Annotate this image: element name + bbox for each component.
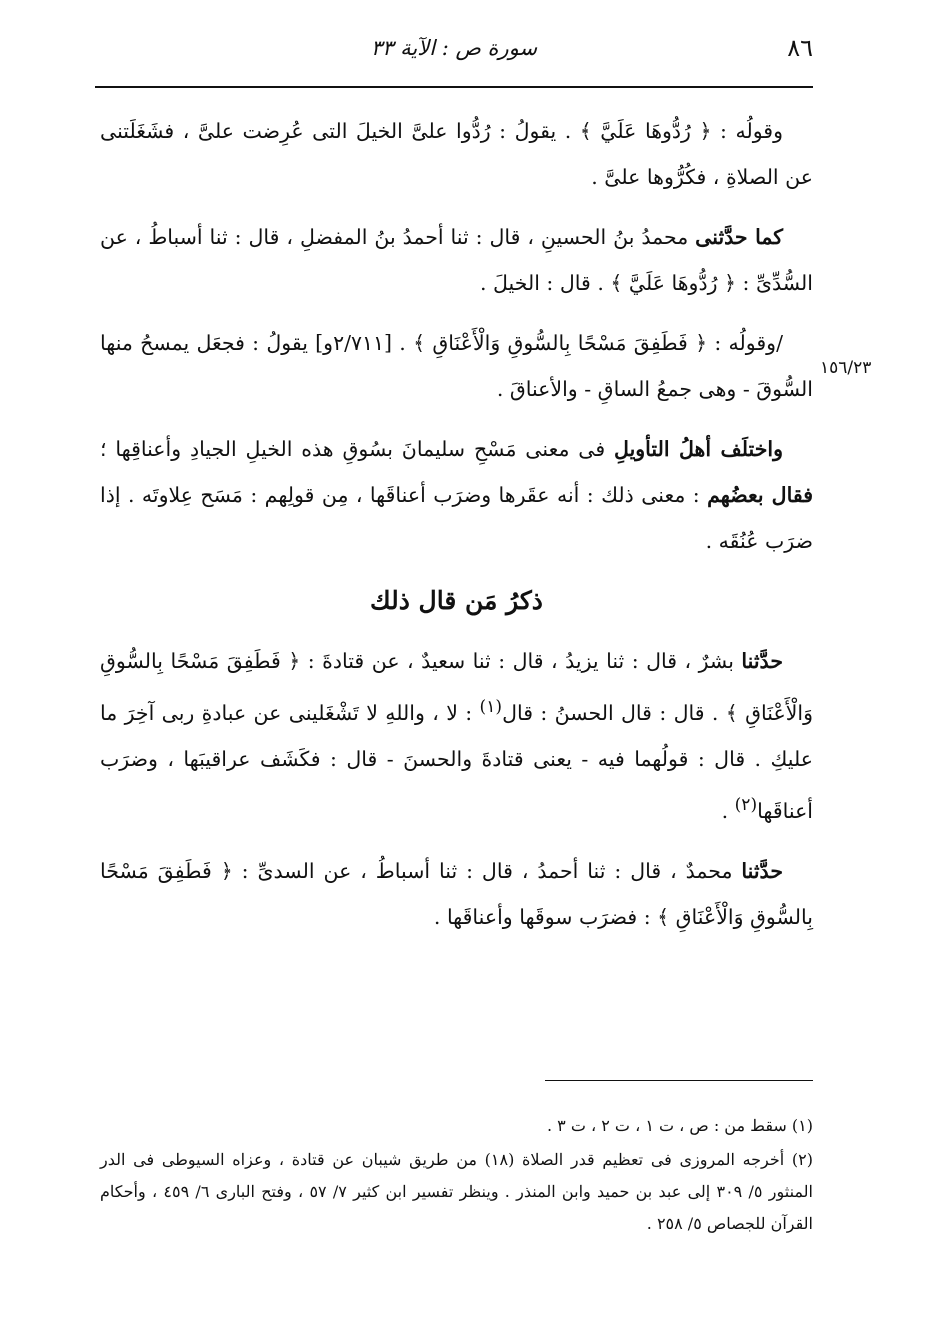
section-heading: ذكرُ مَن قال ذلك: [370, 586, 543, 615]
paragraph-text: : معنى ذلك : أنه عقَرها وضرَب أعناقَها ، مِن قولِهم : مَسَح عِلاوتَه . إذا ضرَب عُنُقَه .: [100, 483, 813, 553]
footnote-marker: (١): [479, 697, 503, 717]
paragraph-2: [100, 214, 813, 306]
footnote-marker: (٢): [734, 794, 758, 815]
margin-reference: ١٥٦/٢٣: [820, 358, 872, 378]
paragraph-text: فى معنى مَسْحِ سليمانَ بسُوقِ هذه الخيلِ الجيادِ وأعناقِها ؛: [100, 437, 615, 461]
isnad-lead: حدَّثنا: [741, 858, 783, 883]
bold-lead: فقال بعضُهم: [707, 483, 813, 507]
paragraph-text: بشرٌ ، قال : ثنا يزيدُ ، قال : ثنا سعيدٌ ، عن قتادةَ : ﴿ فَطَفِقَ مَسْحًا بِالسُّوقِ وَالْأَعْنَاقِ ﴾ . قال : قال الحسنُ : قال: [100, 649, 813, 725]
paragraph-text: محمدُ بنُ الحسينِ ، قال : ثنا أحمدُ بنُ المفضلِ ، قال : ثنا أسباطُ ، عن السُّدِّىِّ : ﴿ رُدُّوهَا عَلَيَّ ﴾ . قال : الخيلَ .: [100, 225, 813, 295]
paragraph-6: [100, 848, 813, 940]
paragraph-text: محمدٌ ، قال : ثنا أحمدُ ، قال : ثنا أسباطُ ، عن السدىِّ : ﴿ فَطَفِقَ مَسْحًا بِالسُّوقِ وَالْأَعْنَاقِ ﴾ : فضرَب سوقَها وأعناقَها .: [100, 858, 813, 929]
paragraph-3: [100, 320, 813, 412]
page-number: ٨٦: [787, 34, 813, 62]
paragraph-5: [100, 638, 813, 834]
paragraph-text: .: [721, 798, 735, 823]
paragraph-text: /وقولُه : ﴿ فَطَفِقَ مَسْحًا بِالسُّوقِ وَالْأَعْنَاقِ ﴾ . [٢/٧١١و] يقولُ : فجعَل يمسحُ منها السُّوقَ - وهى جمعُ الساقِ - والأعناقَ .: [100, 331, 813, 401]
isnad-lead: حدَّثنا: [741, 649, 783, 673]
main-text: [100, 108, 813, 954]
paragraph-text: : لا ، واللهِ لا تَشْغَلينى عن عبادةِ ربى آخِرَ ما عليكِ . قال : قولُهما فيه - يعنى قتادةَ والحسنَ - قال : فكَشَف عراقيبَها ، وضرَب أعناقَها: [100, 700, 813, 823]
bold-lead: واختلَف أهلُ التأويلِ: [614, 437, 783, 461]
header-rule: [95, 86, 813, 88]
paragraph-1: [100, 108, 813, 200]
footnote-rule: [545, 1080, 813, 1081]
paragraph-4: [100, 426, 813, 564]
footnotes: [100, 1110, 813, 1242]
paragraph-text: وقولُه : ﴿ رُدُّوهَا عَلَيَّ ﴾ . يقولُ : رُدُّوا علىَّ الخيلَ التى عُرِضت علىَّ ، فشَغَلَتنى عن الصلاةِ ، فكُرُّوها علىَّ .: [100, 119, 813, 189]
page-header: [95, 30, 813, 82]
running-title: سورة ص : الآية ٣٣: [370, 36, 538, 60]
footnote: (١) سقط من : ص ، ت ١ ، ت ٢ ، ت ٣ .: [546, 1116, 813, 1135]
footnote: (٢) أخرجه المروزى فى تعظيم قدر الصلاة (١٨) من طريق شيبان عن قتادة ، وعزاه السيوطى فى الدر المنثور ٥/ ٣٠٩ إلى عبد بن حميد وابن المنذر . وينظر تفسير ابن كثير ٧/ ٥٧ ، وفتح البارى ٦/ ٤٥٩ ، وأحكام القرآن للجصاص ٥/ ٢٥٨ .: [100, 1150, 814, 1233]
isnad-lead: كما حدَّثنى: [695, 225, 784, 249]
